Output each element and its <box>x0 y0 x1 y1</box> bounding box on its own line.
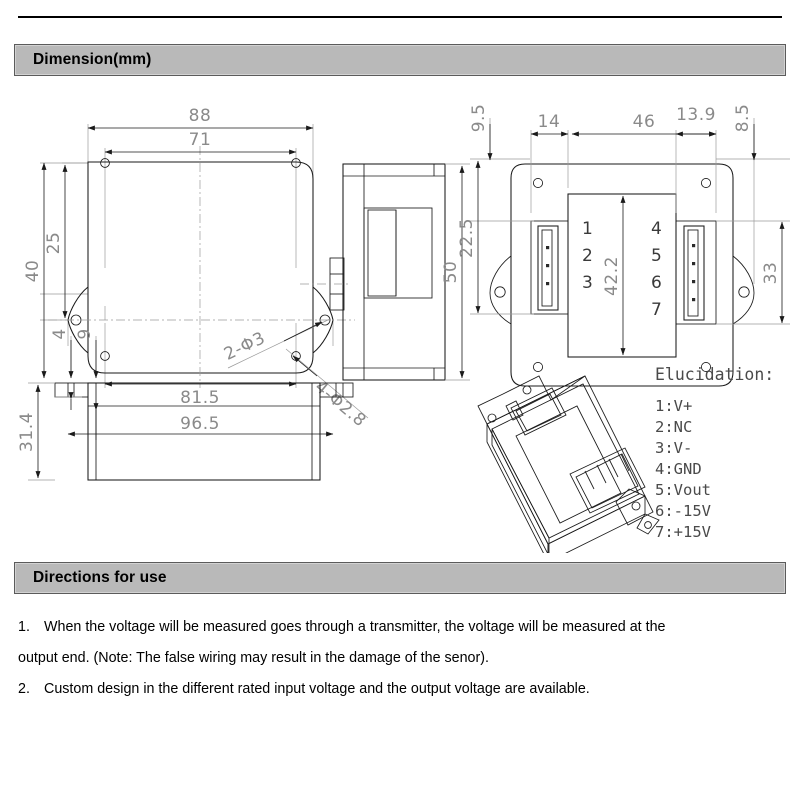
callout-ear-holes: 2-Φ3 <box>221 328 269 365</box>
dim-plan-hole-to-center-height: 25 <box>44 231 64 255</box>
elucidation-pin-6: 6:-15V <box>655 502 711 520</box>
dim-plan-hole-pitch-width: 71 <box>188 130 212 150</box>
direction-item-1 <box>18 612 784 643</box>
pin-label-6: 6 <box>651 273 662 293</box>
side-elevation-view <box>300 164 470 380</box>
elucidation-pin-3: 3:V- <box>655 439 693 457</box>
dim-bottom-left-connector-height: 22.5 <box>457 218 477 258</box>
dim-plan-bottom-inner-width: 81.5 <box>180 388 220 408</box>
elucidation-legend <box>655 365 774 541</box>
pin-label-4: 4 <box>651 219 662 239</box>
direction-continuation-1: output end. (Note: The false wiring may result in the damage of the senor). <box>18 650 489 666</box>
pin-label-2: 2 <box>582 246 593 266</box>
direction-text-1: When the voltage will be measured goes through a transmitter, the voltage will be measured at the <box>44 619 666 635</box>
dim-bottom-inner-width: 46 <box>632 112 656 132</box>
dim-front-total-height: 31.4 <box>17 412 37 452</box>
elucidation-pin-1: 1:V+ <box>655 397 693 415</box>
top-divider-rule <box>18 16 782 18</box>
technical-drawing-area <box>0 88 800 553</box>
elucidation-pin-4: 4:GND <box>655 460 702 478</box>
callout-corner-holes: 4-Φ2.8 <box>310 377 370 432</box>
dim-bottom-inner-height: 42.2 <box>602 256 622 296</box>
section-title-directions: Directions for use <box>33 569 167 586</box>
direction-item-2 <box>18 674 784 705</box>
top-plan-view <box>23 106 370 434</box>
dim-front-flange-thickness: 4 <box>50 328 70 340</box>
direction-number-2: 2. <box>18 681 30 697</box>
elucidation-pin-2: 2:NC <box>655 418 693 436</box>
direction-number-1: 1. <box>18 619 30 635</box>
pin-label-5: 5 <box>651 246 662 266</box>
dim-bottom-right-connector-width: 13.9 <box>676 105 716 125</box>
pin-label-3: 3 <box>582 273 593 293</box>
dim-side-height: 50 <box>441 260 461 284</box>
direction-text-2: Custom design in the different rated input voltage and the output voltage are available. <box>44 681 590 697</box>
dim-bottom-left-edge-offset: 9.5 <box>469 103 489 133</box>
dim-plan-overall-height: 40 <box>23 259 43 283</box>
bottom-connector-view <box>457 104 790 386</box>
pin-label-7: 7 <box>651 300 662 320</box>
dim-front-lip-offset: 9 <box>75 328 95 340</box>
section-header-dimension <box>14 44 786 76</box>
section-header-directions <box>14 562 786 594</box>
isometric-3d-view <box>478 376 659 553</box>
directions-list <box>18 612 784 705</box>
dim-plan-overall-outer-width: 96.5 <box>180 414 220 434</box>
dim-bottom-left-connector-width: 14 <box>537 112 561 132</box>
elucidation-pin-7: 7:+15V <box>655 523 711 541</box>
dim-bottom-right-edge-offset: 8.5 <box>733 103 753 133</box>
section-title-dimension: Dimension(mm) <box>33 51 152 68</box>
dim-plan-overall-width: 88 <box>188 106 212 126</box>
elucidation-pin-5: 5:Vout <box>655 481 711 499</box>
elucidation-title: Elucidation: <box>655 365 775 384</box>
dim-bottom-right-height: 33 <box>761 261 781 285</box>
pin-label-1: 1 <box>582 219 593 239</box>
